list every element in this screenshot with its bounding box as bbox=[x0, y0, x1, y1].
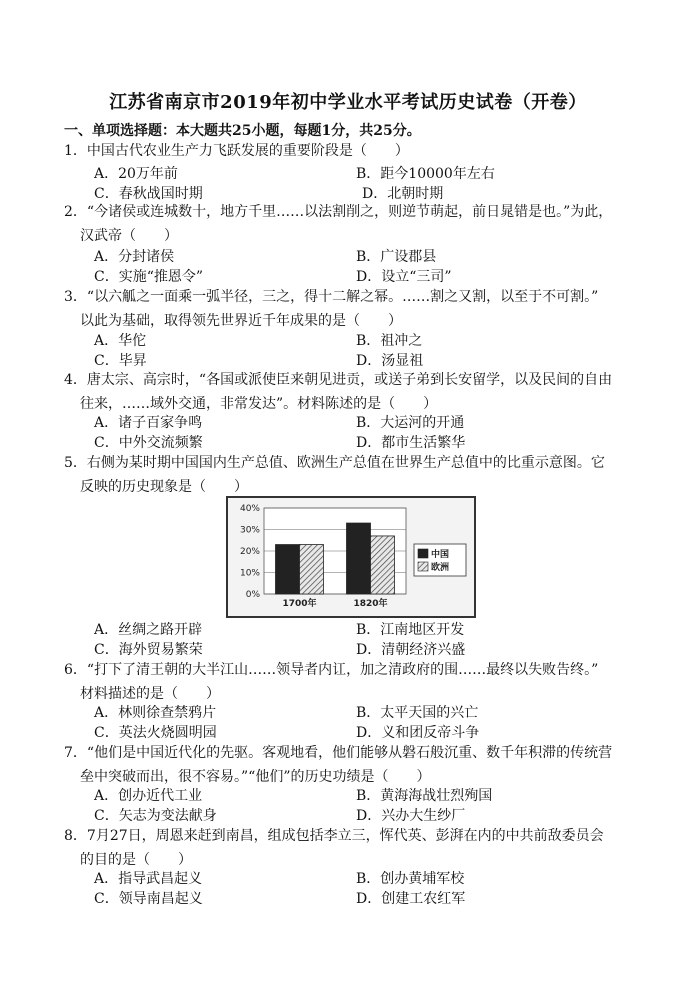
y-tick-label: 40% bbox=[239, 504, 260, 514]
question-1 bbox=[64, 139, 636, 163]
chart-svg bbox=[228, 498, 474, 616]
y-tick-label: 10% bbox=[239, 568, 260, 579]
question-number: 1． bbox=[64, 143, 87, 159]
option-a[interactable]: A．指导武昌起义 bbox=[94, 871, 203, 887]
question-number: 5． bbox=[64, 455, 87, 471]
y-tick-label: 30% bbox=[239, 525, 260, 536]
option-b[interactable]: B．大运河的开通 bbox=[356, 415, 465, 431]
question-text-continued: 的目的是（ ） bbox=[80, 852, 192, 868]
y-tick-label: 20% bbox=[239, 547, 260, 557]
option-d[interactable]: D．北朝时期 bbox=[362, 186, 444, 202]
question-text-continued: 垒中突破而出，很不容易。”“他们”的历史功绩是（ ） bbox=[80, 769, 431, 785]
question-3 bbox=[64, 285, 636, 333]
bar-europe bbox=[371, 536, 395, 594]
question-5 bbox=[64, 451, 636, 499]
question-text: 中国古代农业生产力飞跃发展的重要阶段是（ ） bbox=[86, 143, 409, 159]
question-text-continued: 以此为基础，取得领先世界近千年成果的是（ ） bbox=[80, 313, 402, 329]
option-b[interactable]: B．创办黄埔军校 bbox=[356, 871, 465, 887]
question-number: 2． bbox=[64, 204, 87, 220]
question-6 bbox=[64, 658, 636, 706]
x-tick-label: 1820年 bbox=[353, 599, 388, 609]
question-number: 3． bbox=[64, 289, 87, 305]
exam-title: 江苏省南京市2019年初中学业水平考试历史试卷（开卷） bbox=[109, 92, 587, 113]
question-text-continued: 反映的历史现象是（ ） bbox=[80, 479, 248, 495]
option-a[interactable]: A．分封诸侯 bbox=[94, 249, 175, 265]
question-text: 右侧为某时期中国国内生产总值、欧洲生产总值在世界生产总值中的比重示意图。它 bbox=[86, 455, 605, 471]
option-a[interactable]: A．丝绸之路开辟 bbox=[94, 622, 203, 638]
option-b[interactable]: B．广设郡县 bbox=[356, 249, 437, 265]
legend-label: 中国 bbox=[431, 550, 450, 560]
question-text-continued: 汉武帝（ ） bbox=[80, 228, 178, 244]
question-text: 7月27日，周恩来赶到南昌，组成包括李立三，恽代英、彭湃在内的中共前敌委员会 bbox=[86, 828, 604, 844]
option-b[interactable]: B．太平天国的兴亡 bbox=[356, 705, 479, 721]
question-text-continued: 往来，……域外交通，非常发达”。材料陈述的是（ ） bbox=[80, 396, 438, 412]
option-d[interactable]: D．都市生活繁华 bbox=[356, 435, 466, 451]
question-number: 4． bbox=[64, 372, 87, 388]
option-b[interactable]: B．距今10000年左右 bbox=[356, 166, 495, 182]
y-tick-label: 0% bbox=[245, 590, 260, 600]
gdp-share-chart bbox=[226, 496, 476, 618]
legend-label: 欧洲 bbox=[431, 563, 450, 573]
option-a[interactable]: A．创办近代工业 bbox=[94, 788, 203, 804]
question-text: “打下了清王朝的大半江山……领导者内讧，加之清政府的围……最终以失败告终。” bbox=[86, 662, 599, 678]
question-text: “他们是中国近代化的先驱。客观地看，他们能够从磐石般沉重、数千年积滞的传统营 bbox=[86, 745, 613, 761]
question-number: 7． bbox=[64, 745, 87, 761]
question-text-continued: 材料描述的是（ ） bbox=[80, 686, 220, 702]
option-c[interactable]: C．实施“推恩令” bbox=[94, 269, 204, 285]
question-number: 6． bbox=[64, 662, 87, 678]
bar-europe bbox=[300, 545, 324, 594]
option-a[interactable]: A．华佗 bbox=[94, 333, 147, 349]
x-tick-label: 1700年 bbox=[282, 599, 317, 609]
question-text: “今诸侯或连城数十，地方千里……以法割削之，则逆节萌起，前日晁错是也。”为此， bbox=[86, 204, 613, 220]
question-number: 8． bbox=[64, 828, 87, 844]
option-c[interactable]: C．毕昇 bbox=[94, 353, 147, 369]
option-c[interactable]: C．中外交流频繁 bbox=[94, 435, 203, 451]
option-d[interactable]: D．清朝经济兴盛 bbox=[356, 642, 466, 658]
option-c[interactable]: C．矢志为变法献身 bbox=[94, 808, 217, 824]
option-d[interactable]: D．兴办大生纱厂 bbox=[356, 808, 466, 824]
option-b[interactable]: B．黄海海战壮烈殉国 bbox=[356, 788, 493, 804]
bar-china bbox=[276, 545, 300, 594]
option-d[interactable]: D．创建工农红军 bbox=[356, 891, 466, 907]
legend-swatch bbox=[418, 562, 428, 571]
option-d[interactable]: D．汤显祖 bbox=[356, 353, 424, 369]
question-text: “以六觚之一面乘一弧半径，三之，得十二解之幂。……割之又割，以至于不可割。” bbox=[86, 289, 599, 305]
option-d[interactable]: D．设立“三司” bbox=[356, 269, 452, 285]
option-b[interactable]: B．江南地区开发 bbox=[356, 622, 465, 638]
question-2 bbox=[64, 200, 636, 248]
question-4 bbox=[64, 368, 636, 416]
option-a[interactable]: A．诸子百家争鸣 bbox=[94, 415, 203, 431]
option-c[interactable]: C．领导南昌起义 bbox=[94, 891, 203, 907]
option-c[interactable]: C．海外贸易繁荣 bbox=[94, 642, 203, 658]
section-heading: 一、单项选择题：本大题共25小题，每题1分，共25分。 bbox=[64, 123, 421, 139]
legend-swatch bbox=[418, 549, 428, 558]
option-a[interactable]: A．林则徐查禁鸦片 bbox=[94, 705, 217, 721]
option-c[interactable]: C．英法火烧圆明园 bbox=[94, 725, 217, 741]
option-c[interactable]: C．春秋战国时期 bbox=[94, 186, 203, 202]
option-b[interactable]: B．祖冲之 bbox=[356, 333, 423, 349]
question-text: 唐太宗、高宗时，“各国或派使臣来朝见进贡，或送子弟到长安留学，以及民间的自由 bbox=[86, 372, 613, 388]
question-8 bbox=[64, 824, 636, 872]
bar-china bbox=[347, 523, 371, 594]
question-7 bbox=[64, 741, 636, 789]
option-a[interactable]: A．20万年前 bbox=[94, 166, 178, 182]
option-d[interactable]: D．义和团反帝斗争 bbox=[356, 725, 480, 741]
